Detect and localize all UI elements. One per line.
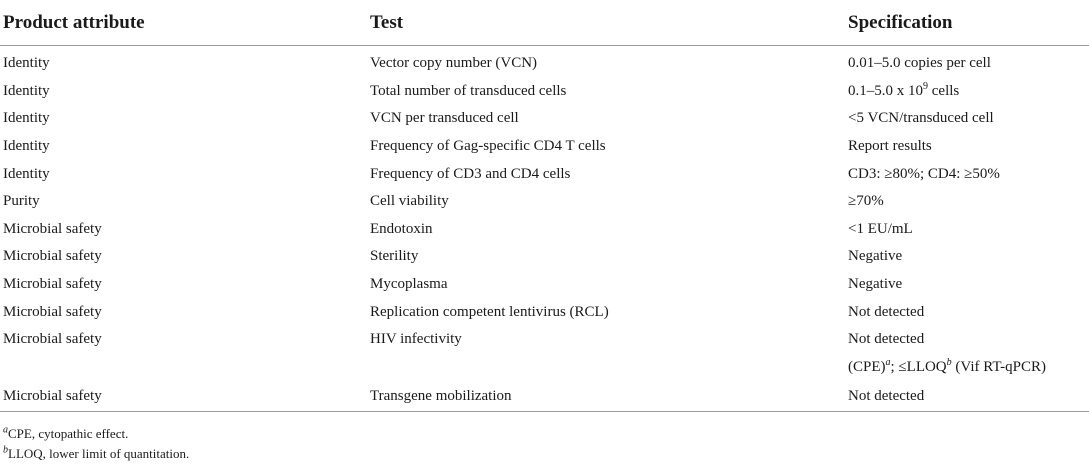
cell-attribute: Purity: [3, 193, 40, 210]
footnote-marker-b: b: [946, 356, 952, 368]
footnote-text: LLOQ, lower limit of quantitation.: [8, 446, 190, 461]
header-specification: Specification: [839, 0, 1089, 46]
table-row: [0, 78, 1089, 106]
table-row: [0, 133, 1089, 161]
header-product-attribute: Product attribute: [0, 0, 367, 46]
cell-test: Replication competent lentivirus (RCL): [370, 303, 609, 320]
header-test: Test: [367, 0, 839, 46]
cell-test: Cell viability: [370, 193, 449, 210]
table-row: [0, 188, 1089, 216]
cell-specification: ≥70%: [848, 193, 884, 210]
footnote-marker: b: [3, 444, 8, 456]
cell-test: Sterility: [370, 248, 419, 265]
footnote-b: [3, 444, 190, 461]
spec-part-cpe: (CPE): [848, 358, 886, 375]
spec-exponent: 9: [923, 80, 928, 92]
spec-text-prefix: 0.1–5.0 x 10: [848, 82, 923, 99]
cell-specification: <5 VCN/transduced cell: [848, 110, 994, 127]
cell-attribute: [0, 354, 367, 382]
cell-specification: Not detected: [839, 381, 1089, 412]
table-row: [0, 271, 1089, 299]
cell-test: Endotoxin: [370, 220, 433, 237]
cell-specification: Not detected: [848, 331, 925, 348]
cell-specification: <1 EU/mL: [848, 220, 913, 237]
cell-specification: Negative: [848, 276, 903, 293]
spec-part-method: (Vif RT-qPCR): [951, 358, 1046, 375]
cell-attribute: Identity: [3, 165, 50, 182]
table-row: [0, 381, 1089, 412]
cell-test: HIV infectivity: [370, 331, 462, 348]
table-row: [0, 326, 1089, 354]
footnote-a: [3, 424, 129, 441]
cell-attribute: Microbial safety: [3, 276, 102, 293]
cell-test: Total number of transduced cells: [370, 82, 567, 99]
cell-attribute: Microbial safety: [3, 248, 102, 265]
table-row: [0, 298, 1089, 326]
table-row: [0, 243, 1089, 271]
cell-test: Transgene mobilization: [367, 381, 839, 412]
cell-attribute: Identity: [3, 55, 50, 72]
spec-part-lloq: ; ≤LLOQ: [890, 358, 947, 375]
cell-test: [367, 354, 839, 382]
table-row: [0, 105, 1089, 133]
table-row: [0, 216, 1089, 244]
table-row: [0, 46, 1089, 78]
cell-test: Mycoplasma: [370, 276, 448, 293]
cell-specification: [839, 354, 1089, 382]
cell-specification: CD3: ≥80%; CD4: ≥50%: [848, 165, 1000, 182]
footnote-marker-a: a: [885, 356, 891, 368]
cell-test: Frequency of CD3 and CD4 cells: [370, 165, 571, 182]
cell-test: VCN per transduced cell: [370, 110, 519, 127]
table-row: [0, 160, 1089, 188]
cell-test: Vector copy number (VCN): [370, 55, 538, 72]
cell-specification: [839, 78, 1089, 106]
table-row-continuation: [0, 354, 1089, 382]
cell-attribute: Microbial safety: [3, 220, 102, 237]
cell-attribute: Identity: [3, 138, 50, 155]
cell-attribute: Microbial safety: [3, 331, 102, 348]
footnote-text: CPE, cytopathic effect.: [8, 426, 129, 441]
cell-attribute: Microbial safety: [3, 303, 102, 320]
cell-attribute: Identity: [3, 110, 50, 127]
cell-specification: Not detected: [848, 303, 925, 320]
footnote-marker: a: [3, 424, 8, 436]
table-header-row: [0, 0, 1089, 46]
cell-specification: Report results: [848, 138, 932, 155]
cell-specification: Negative: [848, 248, 903, 265]
cell-test: Frequency of Gag-specific CD4 T cells: [370, 138, 606, 155]
spec-text-suffix: cells: [928, 82, 960, 99]
cell-attribute: Identity: [3, 82, 50, 99]
cell-specification: 0.01–5.0 copies per cell: [848, 55, 991, 72]
cell-attribute: Microbial safety: [0, 381, 367, 412]
